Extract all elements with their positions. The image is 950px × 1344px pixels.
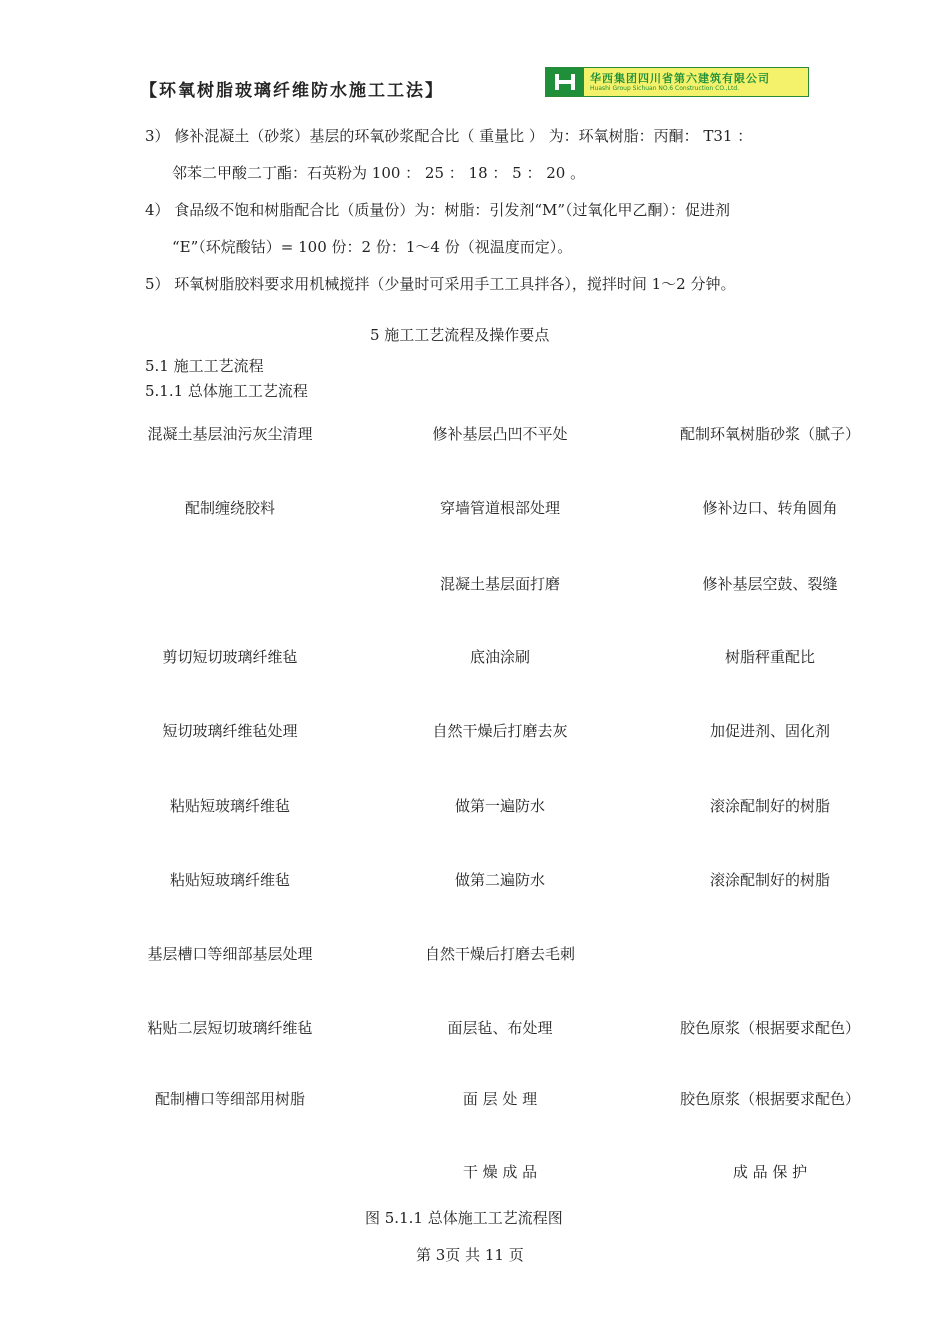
flow-step: 基层槽口等细部基层处理 bbox=[147, 945, 313, 963]
logo-english-name: Huashi Group Sichuan NO.6 Construction CO.,Ltd. bbox=[590, 84, 740, 92]
company-logo-icon bbox=[546, 68, 584, 96]
flow-step: 穿墙管道根部处理 bbox=[439, 499, 560, 517]
flow-step: 剪切短切玻璃纤维毡 bbox=[162, 648, 298, 666]
flow-step: 混凝土基层面打磨 bbox=[439, 575, 560, 593]
flow-step: 修补基层凸凹不平处 bbox=[432, 425, 568, 443]
flow-step: 滚涂配制好的树脂 bbox=[709, 871, 830, 889]
logo-chinese-name: 华西集团四川省第六建筑有限公司 bbox=[590, 71, 770, 85]
paragraph-5-line-1: 5） 环氧树脂胶料要求用机械搅拌（少量时可采用手工工具拌各），搅拌时间 1～2 分钟。 bbox=[145, 275, 736, 293]
flow-step: 面层毡、布处理 bbox=[447, 1019, 553, 1037]
flow-step: 配制环氧树脂砂浆（腻子） bbox=[679, 425, 860, 443]
flow-step: 干 燥 成 品 bbox=[462, 1163, 538, 1181]
paragraph-4-line-1: 4） 食品级不饱和树脂配合比（质量份）为：树脂：引发剂“M”（过氧化甲乙酮）：促进剂 bbox=[145, 201, 731, 219]
flow-step: 修补基层空鼓、裂缝 bbox=[702, 575, 838, 593]
flow-step: 自然干燥后打磨去毛刺 bbox=[424, 945, 575, 963]
page-footer: 第 3页 共 11 页 bbox=[416, 1246, 524, 1264]
figure-caption: 图 5.1.1 总体施工工艺流程图 bbox=[365, 1209, 563, 1227]
flow-step: 配制缠绕胶料 bbox=[184, 499, 275, 517]
document-header-title: 【环氧树脂玻璃纤维防水施工工法】 bbox=[140, 81, 444, 101]
flow-step: 短切玻璃纤维毡处理 bbox=[162, 722, 298, 740]
flow-step: 混凝土基层油污灰尘清理 bbox=[147, 425, 313, 443]
company-logo bbox=[545, 67, 809, 97]
flow-step: 配制槽口等细部用树脂 bbox=[154, 1090, 305, 1108]
section-title: 5 施工工艺流程及操作要点 bbox=[370, 326, 550, 344]
flow-step: 修补边口、转角圆角 bbox=[702, 499, 838, 517]
paragraph-3-line-1: 3） 修补混凝土（砂浆）基层的环氧砂浆配合比（ 重量比 ） 为：环氧树脂：丙酮： T31 ： bbox=[145, 127, 753, 145]
flow-step: 胶色原浆（根据要求配色） bbox=[679, 1019, 860, 1037]
flow-step: 胶色原浆（根据要求配色） bbox=[679, 1090, 860, 1108]
flow-step: 加促进剂、固化剂 bbox=[709, 722, 830, 740]
flow-step: 粘贴短玻璃纤维毡 bbox=[169, 797, 290, 815]
subsubsection-title: 5.1.1 总体施工工艺流程 bbox=[145, 382, 308, 400]
paragraph-4-line-2: “E”（环烷酸钴）= 100 份：2 份：1～4 份（视温度而定）。 bbox=[172, 238, 573, 256]
flow-step: 滚涂配制好的树脂 bbox=[709, 797, 830, 815]
flow-step: 粘贴短玻璃纤维毡 bbox=[169, 871, 290, 889]
subsection-title: 5.1 施工工艺流程 bbox=[145, 357, 264, 375]
flow-step: 自然干燥后打磨去灰 bbox=[432, 722, 568, 740]
flow-step: 粘贴二层短切玻璃纤维毡 bbox=[147, 1019, 313, 1037]
flow-step: 做第一遍防水 bbox=[454, 797, 545, 815]
flow-step: 树脂秤重配比 bbox=[724, 648, 815, 666]
flow-step: 底油涂刷 bbox=[469, 648, 530, 666]
flow-step: 成 品 保 护 bbox=[732, 1163, 808, 1181]
flow-step: 面 层 处 理 bbox=[462, 1090, 538, 1108]
paragraph-3-line-2: 邻苯二甲酸二丁酯：石英粉为 100 ： 25 ： 18 ： 5 ： 20 。 bbox=[172, 164, 586, 182]
flow-step: 做第二遍防水 bbox=[454, 871, 545, 889]
